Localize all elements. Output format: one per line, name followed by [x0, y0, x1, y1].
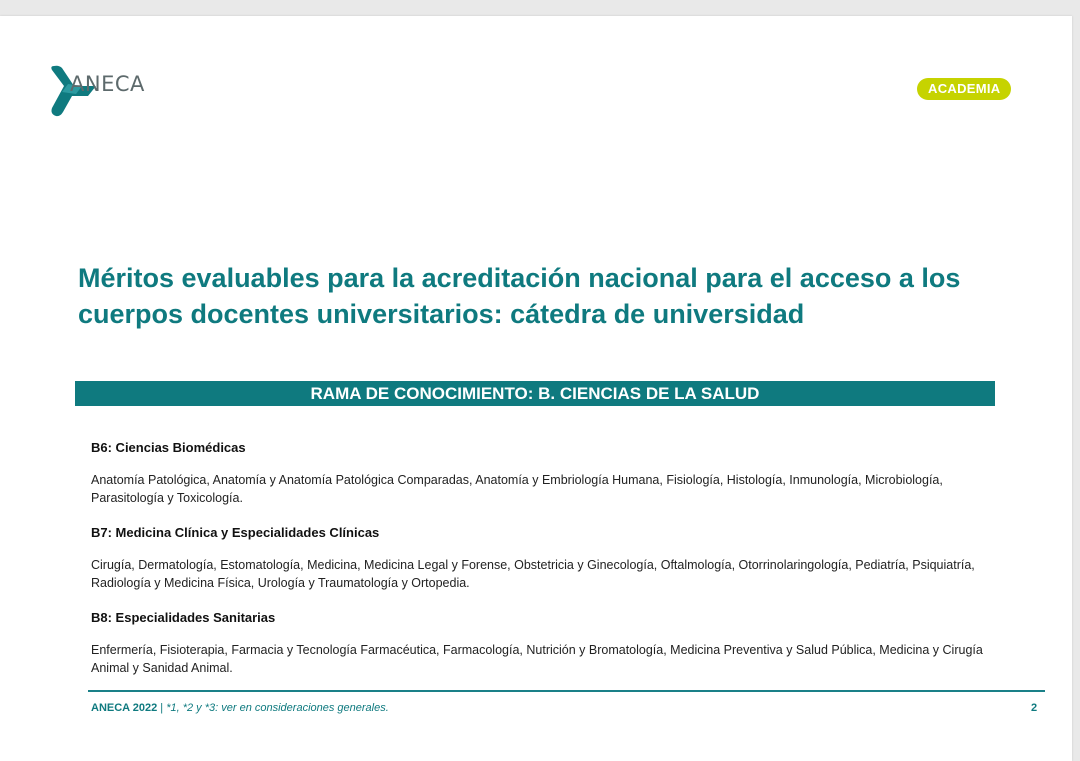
document-page — [0, 16, 1072, 761]
footer-divider — [88, 690, 1045, 692]
sections-list — [91, 440, 1011, 695]
footer-note: *1, *2 y *3: ver en consideraciones generales. — [166, 702, 389, 714]
section-text: Enfermería, Fisioterapia, Farmacia y Tecnología Farmacéutica, Farmacología, Nutrición y Bromatología, Medicina Preventiva y Salud Pública, Medicina y Cirugía Animal y Sanidad Animal. — [91, 643, 983, 675]
section-b6 — [91, 440, 1011, 507]
section-text: Cirugía, Dermatología, Estomatología, Medicina, Medicina Legal y Forense, Obstetricia y Ginecología, Oftalmología, Otorrinolaringología, Pediatría, Psiquiatría, Radiología y Medicina Física, Urología y Traumatología y Ortopedia. — [91, 558, 975, 590]
footer — [91, 702, 389, 714]
section-heading: B6: Ciencias Biomédicas — [91, 440, 246, 455]
document-title: Méritos evaluables para la acreditación nacional para el acceso a los cuerpos docentes universitarios: cátedra de universidad — [78, 263, 961, 329]
page-number: 2 — [1031, 702, 1038, 714]
aneca-logo — [48, 64, 168, 134]
academia-badge: ACADEMIA — [917, 78, 1011, 100]
section-b7 — [91, 525, 1011, 592]
branch-banner: RAMA DE CONOCIMIENTO: B. CIENCIAS DE LA SALUD — [75, 381, 995, 406]
footer-brand: ANECA 2022 — [91, 702, 158, 714]
section-heading: B7: Medicina Clínica y Especialidades Clínicas — [91, 525, 380, 540]
logo-text: ANECA — [70, 72, 145, 96]
section-b8 — [91, 610, 1011, 677]
section-heading: B8: Especialidades Sanitarias — [91, 610, 276, 625]
section-text: Anatomía Patológica, Anatomía y Anatomía Patológica Comparadas, Anatomía y Embriología Humana, Fisiología, Histología, Inmunología, Microbiología, Parasitología y Toxicología. — [91, 473, 943, 505]
footer-separator: | — [157, 702, 167, 714]
